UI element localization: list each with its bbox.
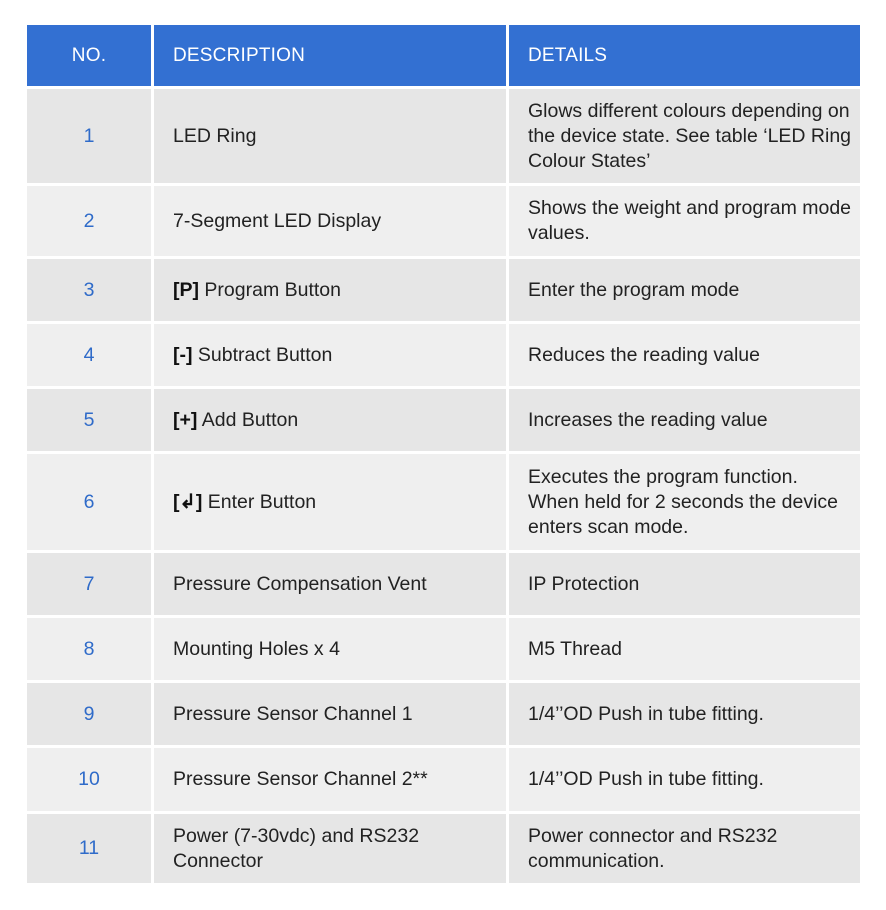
row-description-text: Pressure Sensor Channel 1 [173,702,413,725]
row-number: 3 [27,259,151,321]
table-row [27,748,860,811]
table-header [27,25,860,86]
table-row [27,553,860,615]
row-description [154,618,506,680]
row-description-text: Pressure Sensor Channel 2** [173,768,428,790]
row-description-text: LED Ring [173,124,257,147]
row-description-text: 7-Segment LED Display [173,209,382,232]
row-description [154,814,506,883]
table-row [27,618,860,680]
row-description-text: Power (7-30vdc) and RS232 Connector [173,824,420,872]
row-number: 7 [27,553,151,615]
row-description [154,553,506,615]
row-details-text: Power connector and RS232 communication. [528,824,778,872]
header-no: NO. [27,25,151,86]
row-number: 10 [27,748,151,811]
row-description-text: Add Button [197,408,299,431]
table-row [27,814,860,883]
row-description-text: Program Button [199,278,341,301]
button-key-label: [P] [173,278,199,301]
row-description [154,454,506,550]
components-table [27,25,860,883]
row-description-text: Subtract Button [192,343,333,366]
row-number: 1 [27,89,151,183]
row-details [509,814,860,883]
button-key-label: [↲] [173,490,203,513]
row-description [154,748,506,811]
button-key-label: [-] [173,343,193,366]
row-number: 2 [27,186,151,256]
row-description [154,259,506,321]
table-row [27,683,860,745]
row-description-text: Pressure Compensation Vent [173,572,427,595]
row-number: 11 [27,814,151,883]
row-description [154,324,506,386]
table-row [27,186,860,256]
row-number: 4 [27,324,151,386]
table-row [27,454,860,550]
row-details: IP Protection [509,553,860,615]
row-details: 1/4’’OD Push in tube fitting. [509,748,860,811]
row-number: 6 [27,454,151,550]
row-details: Reduces the reading value [509,324,860,386]
row-number: 9 [27,683,151,745]
button-key-label: [+] [173,408,198,431]
row-details: M5 Thread [509,618,860,680]
row-details: 1/4’’OD Push in tube fitting. [509,683,860,745]
row-details: Executes the program function. When held for 2 seconds the device enters scan mode. [509,454,860,550]
table-row [27,324,860,386]
row-description [154,389,506,451]
table-row [27,89,860,183]
row-number: 5 [27,389,151,451]
row-description [154,89,506,183]
row-details: Increases the reading value [509,389,860,451]
table-row [27,259,860,321]
header-description: DESCRIPTION [154,25,506,86]
row-description [154,186,506,256]
row-description-text: Mounting Holes x 4 [173,637,340,660]
row-details: Glows different colours depending on the device state. See table ‘LED Ring Colour States’ [509,89,860,183]
row-description [154,683,506,745]
row-details: Shows the weight and program mode values. [509,186,860,256]
table-row [27,389,860,451]
row-number: 8 [27,618,151,680]
row-description-text: Enter Button [202,490,317,513]
header-details: DETAILS [509,25,860,86]
row-details: Enter the program mode [509,259,860,321]
